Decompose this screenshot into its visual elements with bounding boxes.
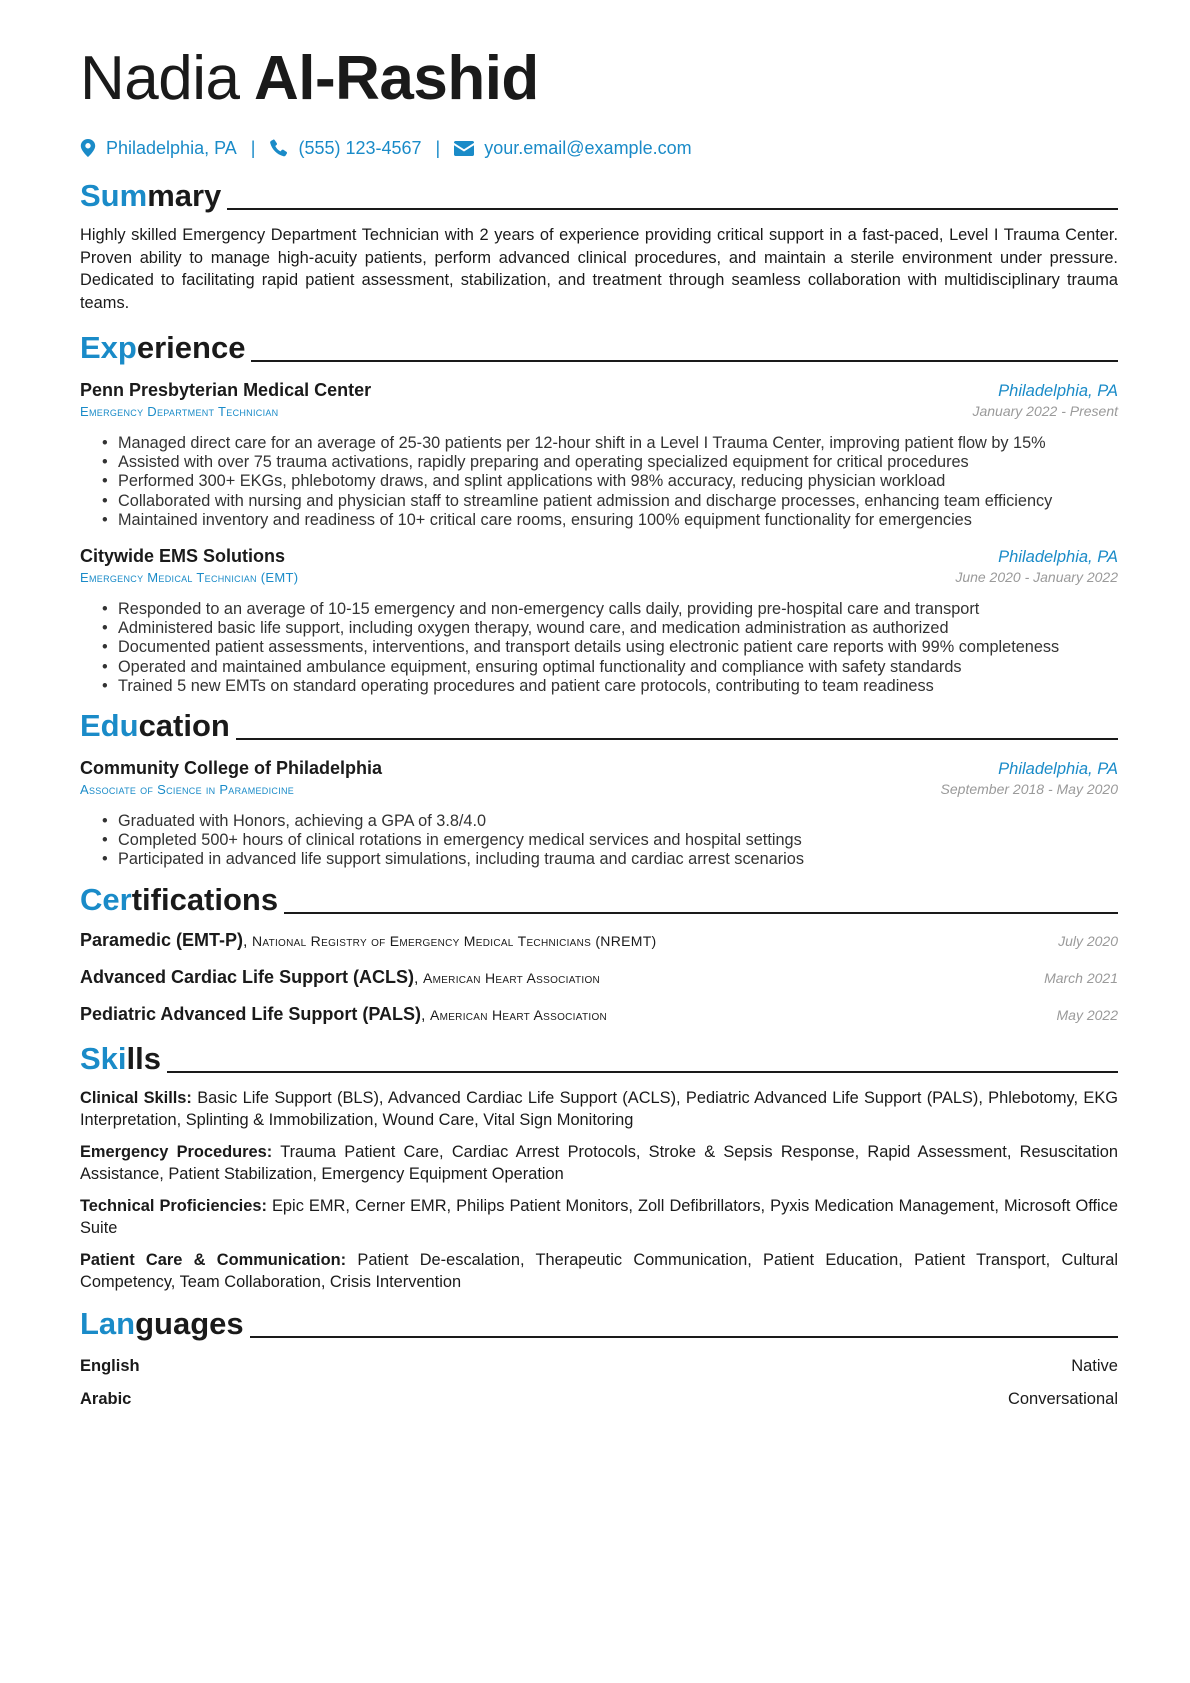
skill-group-text: Epic EMR, Cerner EMR, Philips Patient Monitors, Zoll Defibrillators, Pyxis Medication Management, Microsoft Office Suite (80, 1196, 1118, 1238)
job-bullets (102, 600, 1118, 696)
skill-group (80, 1249, 1118, 1294)
skill-group-text: Patient De-escalation, Therapeutic Communication, Patient Education, Patient Transport, Cultural Competency, Team Collaboration, Crisis Intervention (80, 1250, 1118, 1292)
email-link[interactable]: your.email@example.com (484, 137, 692, 158)
language-level: Native (1071, 1356, 1118, 1375)
section-title: Skills (80, 1040, 161, 1076)
skill-group-label: Technical Proficiencies: (80, 1196, 267, 1215)
bullet-item: • Collaborated with nursing and physician staff to streamline patient admission and discharge processes, enhancing team efficiency (102, 492, 1118, 511)
job-dates: June 2020 - January 2022 (955, 569, 1118, 586)
contact-separator: | (435, 137, 441, 158)
contact-bar (80, 136, 1118, 160)
contact-location (80, 138, 237, 159)
section-rule (167, 1071, 1118, 1073)
last-name: Al-Rashid (253, 44, 539, 113)
skill-group (80, 1141, 1118, 1186)
section-title: Education (80, 708, 230, 744)
job-title: Emergency Department Technician (80, 404, 279, 419)
employer-name: Citywide EMS Solutions (80, 546, 286, 567)
resume-page (80, 40, 1118, 1411)
certification-issuer: National Registry of Emergency Medical Technicians (NREMT) (251, 932, 657, 949)
job-bullets (102, 434, 1118, 530)
envelope-icon (454, 141, 474, 156)
contact-email[interactable] (454, 138, 691, 159)
skill-group (80, 1195, 1118, 1240)
bullet-item: • Performed 300+ EKGs, phlebotomy draws, and splint applications with 98% accuracy, reducing physician workload (102, 472, 1118, 491)
skill-group (80, 1087, 1118, 1132)
certification-item: Paramedic (EMT-P), National Registry of Emergency Medical Technicians (NREMT) July 2020 (80, 929, 1118, 950)
location-text: Philadelphia, PA (106, 137, 237, 158)
summary-heading (80, 176, 1118, 214)
first-name: Nadia (80, 44, 240, 113)
education-entry (80, 756, 1118, 870)
experience-heading (80, 328, 1118, 366)
bullet-item: • Completed 500+ hours of clinical rotations in emergency medical services and hospital settings (102, 831, 1118, 850)
contact-separator: | (250, 137, 256, 158)
education-heading (80, 706, 1118, 744)
experience-entry (80, 378, 1118, 530)
section-rule (251, 360, 1118, 362)
certification-date: July 2020 (1058, 932, 1118, 949)
certifications-heading (80, 880, 1118, 918)
degree-name: Associate of Science in Paramedicine (80, 782, 295, 798)
phone-text[interactable]: (555) 123-4567 (298, 137, 422, 158)
bullet-item: • Responded to an average of 10-15 emergency and non-emergency calls daily, providing pre-hospital care and transport (102, 600, 1118, 619)
summary-text: Highly skilled Emergency Department Technician with 2 years of experience providing critical support in a fast-paced, Level I Trauma Center. Proven ability to manage high-acuity patients, perform advanced clinical procedures, and maintain a sterile environment under pressure. Dedicated to facilitating rapid patient assessment, stabilization, and treatment through seamless collaboration with multidisciplinary trauma teams. (80, 226, 1118, 312)
bullet-item: • Operated and maintained ambulance equipment, ensuring optimal functionality and compliance with safety standards (102, 658, 1118, 677)
language-item (80, 1387, 1118, 1411)
education-bullets (102, 812, 1118, 870)
section-title: Languages (80, 1305, 244, 1341)
contact-phone[interactable] (269, 138, 421, 159)
certification-item: Advanced Cardiac Life Support (ACLS), American Heart Association March 2021 (80, 966, 1118, 987)
language-item (80, 1354, 1118, 1378)
section-title: Certifications (80, 881, 279, 917)
bullet-item: • Participated in advanced life support simulations, including trauma and cardiac arrest scenarios (102, 850, 1118, 869)
phone-icon (269, 139, 288, 157)
languages-heading (80, 1304, 1118, 1342)
skill-group-label: Clinical Skills: (80, 1088, 192, 1107)
school-location: Philadelphia, PA (998, 760, 1118, 779)
certification-item: Pediatric Advanced Life Support (PALS), American Heart Association May 2022 (80, 1003, 1118, 1024)
bullet-item: • Assisted with over 75 trauma activations, rapidly preparing and operating specialized equipment for critical procedures (102, 453, 1118, 472)
skill-group-label: Emergency Procedures: (80, 1142, 273, 1161)
section-rule (250, 1336, 1118, 1338)
bullet-item: • Trained 5 new EMTs on standard operating procedures and patient care protocols, contributing to team readiness (102, 677, 1118, 696)
section-title: Summary (80, 178, 222, 213)
language-name: Arabic (80, 1389, 132, 1408)
language-name: English (80, 1356, 140, 1375)
map-pin-icon (80, 139, 96, 157)
employer-location: Philadelphia, PA (998, 382, 1118, 400)
language-level: Conversational (1007, 1389, 1118, 1408)
bullet-item: • Documented patient assessments, interventions, and transport details using electronic patient care reports with 99% completeness (102, 638, 1118, 657)
experience-entry (80, 544, 1118, 696)
certification-name: Advanced Cardiac Life Support (ACLS) (80, 966, 415, 987)
certification-name: Pediatric Advanced Life Support (PALS) (80, 1003, 422, 1024)
certification-date: March 2021 (1044, 969, 1118, 986)
employer-name: Penn Presbyterian Medical Center (80, 380, 372, 400)
certification-issuer: American Heart Association (429, 1006, 608, 1023)
section-title: Experience (80, 330, 246, 365)
bullet-item: • Graduated with Honors, achieving a GPA of 3.8/4.0 (102, 812, 1118, 831)
school-name: Community College of Philadelphia (80, 758, 383, 779)
section-rule (236, 738, 1118, 740)
bullet-item: • Administered basic life support, including oxygen therapy, wound care, and medication administration as authorized (102, 619, 1118, 638)
skills-heading (80, 1039, 1118, 1077)
job-title: Emergency Medical Technician (EMT) (80, 570, 299, 586)
certification-issuer: American Heart Association (422, 969, 601, 986)
section-rule (284, 912, 1118, 914)
job-dates: January 2022 - Present (972, 403, 1118, 419)
education-dates: September 2018 - May 2020 (940, 781, 1118, 798)
section-rule (227, 208, 1118, 210)
certification-date: May 2022 (1056, 1006, 1118, 1023)
skill-group-label: Patient Care & Communication: (80, 1250, 347, 1269)
certification-name: Paramedic (EMT-P) (80, 929, 244, 950)
employer-location: Philadelphia, PA (998, 548, 1118, 567)
bullet-item: • Maintained inventory and readiness of 10+ critical care rooms, ensuring 100% equipment functionality for emergencies (102, 511, 1118, 530)
skill-group-text: Basic Life Support (BLS), Advanced Cardiac Life Support (ACLS), Pediatric Advanced Life Support (PALS), Phlebotomy, EKG Interpretation, Splinting & Immobilization, Wound Care, Vital Sign Monitoring (80, 1088, 1118, 1130)
candidate-name (80, 40, 1118, 118)
bullet-item: • Managed direct care for an average of 25-30 patients per 12-hour shift in a Level I Trauma Center, improving patient flow by 15% (102, 434, 1118, 453)
skill-group-text: Trauma Patient Care, Cardiac Arrest Protocols, Stroke & Sepsis Response, Rapid Assessment, Resuscitation Assistance, Patient Stabilization, Emergency Equipment Operation (80, 1142, 1118, 1184)
